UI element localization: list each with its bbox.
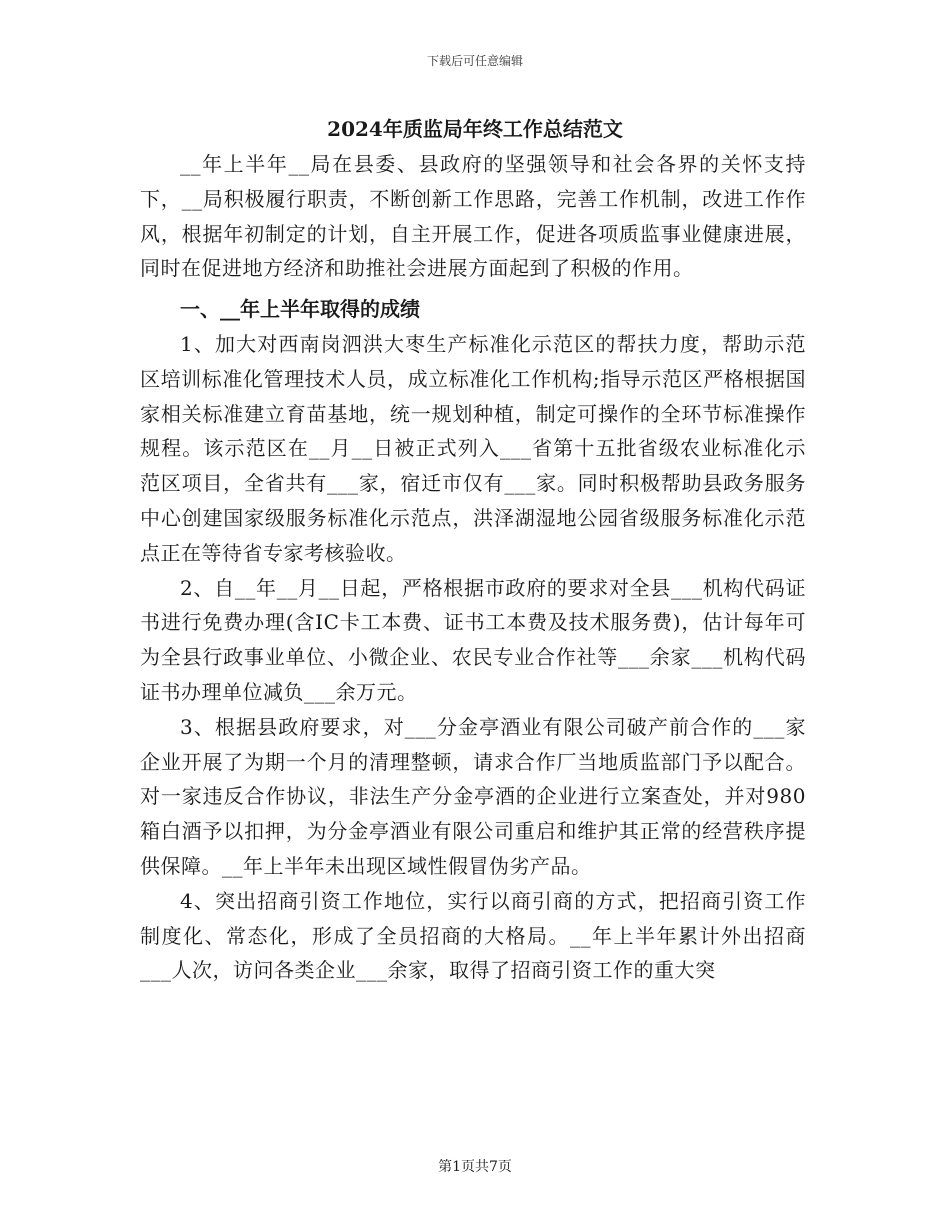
document-body — [140, 147, 806, 988]
achievement-item-3: 3、根据县政府要求，对___分金亭酒业有限公司破产前合作的___家企业开展了为期一个月的清理整顿，请求合作厂当地质监部门予以配合。对一家违反合作协议，非法生产分金亭酒的企业进行立案查处，并对980箱白酒予以扣押，为分金亭酒业有限公司重启和维护其正常的经营秩序提供保障。__年上半年未出现区域性假冒伪劣产品。 — [140, 714, 806, 878]
intro-paragraph: __年上半年__局在县委、县政府的坚强领导和社会各界的关怀支持下，__局积极履行职责，不断创新工作思路，完善工作机制，改进工作作风，根据年初制定的计划，自主开展工作，促进各项质监事业健康进展，同时在促进地方经济和助推社会进展方面起到了积极的作用。 — [140, 152, 806, 281]
achievement-item-2: 2、自__年__月__日起，严格根据市政府的要求对全县___机构代码证书进行免费办理(含IC卡工本费、证书工本费及技术服务费)，估计每年可为全县行政事业单位、小微企业、农民专业合作社等___余家___机构代码证书办理单位减负___余万元。 — [140, 575, 806, 704]
header-note: 下载后可任意编辑 — [426, 54, 523, 68]
section-heading-achievements: 一、__年上半年取得的成绩 — [180, 297, 420, 322]
document-title: 2024年质监局年终工作总结范文 — [327, 117, 623, 141]
page-number-footer: 第1页共7页 — [438, 1159, 512, 1175]
achievement-item-1: 1、加大对西南岗泗洪大枣生产标准化示范区的帮扶力度，帮助示范区培训标准化管理技术人员，成立标准化工作机构;指导示范区严格根据国家相关标准建立育苗基地，统一规划种植，制定可操作的全环节标准操作规程。该示范区在__月__日被正式列入___省第十五批省级农业标准化示范区项目，全省共有___家，宿迁市仅有___家。同时积极帮助县政务服务中心创建国家级服务标准化示范点，洪泽湖湿地公园省级服务标准化示范点正在等待省专家考核验收。 — [140, 331, 806, 565]
achievement-item-4: 4、突出招商引资工作地位，实行以商引商的方式，把招商引资工作制度化、常态化，形成了全员招商的大格局。__年上半年累计外出招商___人次，访问各类企业___余家，取得了招商引资工作的重大突 — [140, 888, 806, 983]
